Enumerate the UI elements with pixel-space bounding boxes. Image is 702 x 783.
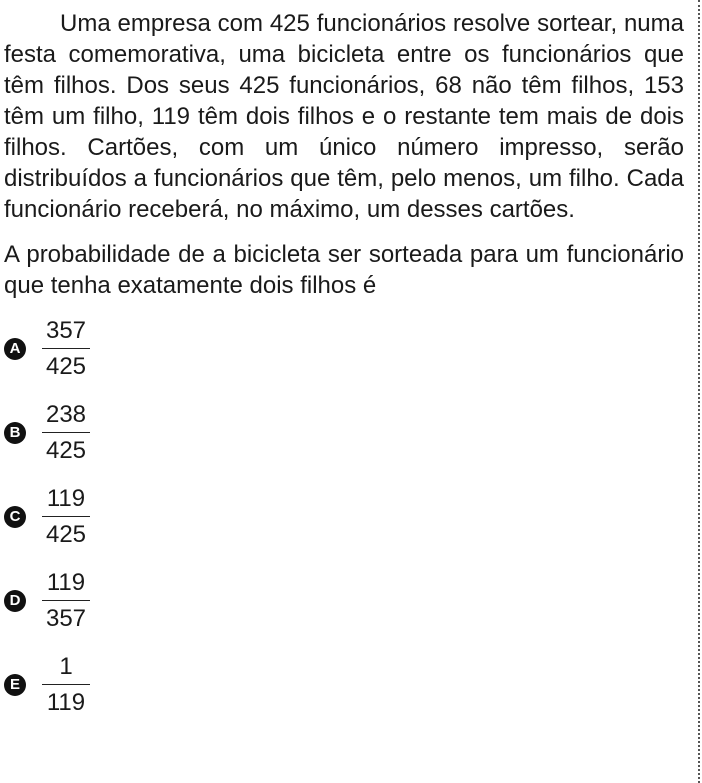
fraction-denominator: 119 [46,689,86,716]
option-letter-badge: E [4,674,26,696]
option-letter-badge: B [4,422,26,444]
fraction-denominator: 357 [45,605,87,632]
question-paragraph-stem: A probabilidade de a bicicleta ser sorteada para um funcionário que tenha exatamente dois filhos é [4,241,684,299]
fraction-bar [42,516,90,517]
fraction-numerator: 1 [59,653,73,680]
page-edge-dotted-rule [698,0,700,783]
question-paragraph-context: Uma empresa com 425 funcionários resolve sortear, numa festa comemorativa, uma bicicleta entre os funcionários que têm filhos. Dos seus 425 funcionários, 68 não têm filhos, 153 têm um filho, 119 têm dois filhos e o restante tem mais de dois filhos. Cartões, com um único número impresso, serão distribuídos a funcionários que têm, pelo menos, um filho. Cada funcionário receberá, no máximo, um desses cartões. [4,10,684,223]
fraction-numerator: 119 [46,485,86,512]
option-b[interactable] [4,391,688,475]
fraction-numerator: 357 [45,317,87,344]
answer-options [4,307,688,727]
fraction-numerator: 238 [45,401,87,428]
option-e[interactable] [4,643,688,727]
fraction-denominator: 425 [45,353,87,380]
fraction-denominator: 425 [45,437,87,464]
option-c[interactable] [4,475,688,559]
fraction-denominator: 425 [45,521,87,548]
fraction-bar [42,684,90,685]
fraction-bar [42,600,90,601]
option-a[interactable] [4,307,688,391]
fraction-bar [42,432,90,433]
option-fraction [42,652,90,718]
option-fraction [42,484,90,550]
option-letter-badge: C [4,506,26,528]
option-fraction [42,316,90,382]
option-fraction [42,400,90,466]
option-fraction [42,568,90,634]
fraction-numerator: 119 [46,569,86,596]
option-letter-badge: D [4,590,26,612]
option-d[interactable] [4,559,688,643]
fraction-bar [42,348,90,349]
option-letter-badge: A [4,338,26,360]
